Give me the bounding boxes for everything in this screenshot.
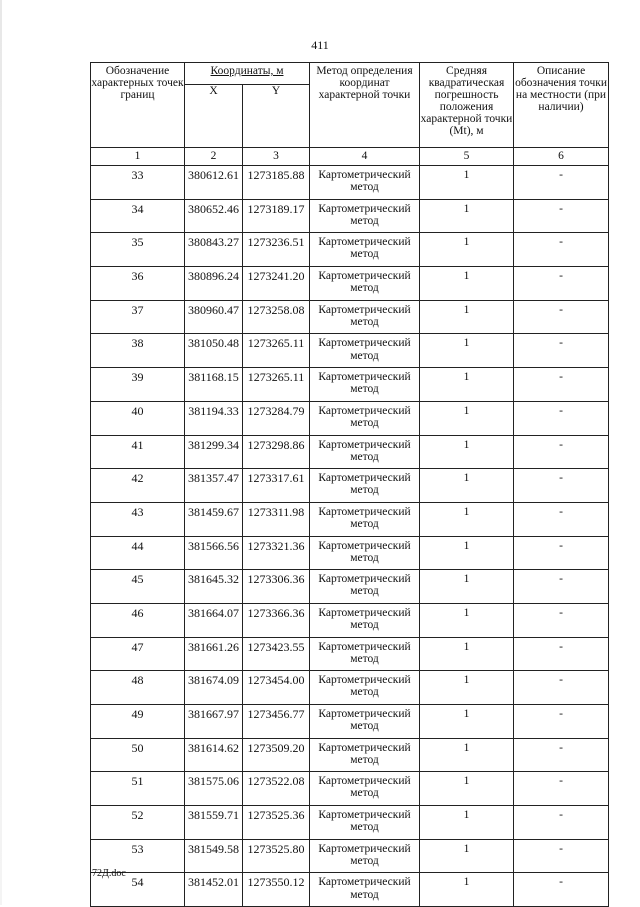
description: - bbox=[514, 401, 609, 435]
coord-y: 1273284.79 bbox=[243, 401, 310, 435]
header-coordinates-label: Координаты, м bbox=[210, 65, 284, 77]
method: Картометрический метод bbox=[310, 738, 420, 772]
table-row bbox=[91, 435, 609, 469]
table-row bbox=[91, 603, 609, 637]
header-designation: Обозначение характерных точек границ bbox=[91, 63, 185, 148]
header-x: X bbox=[185, 85, 243, 148]
error-value: 1 bbox=[420, 738, 514, 772]
error-value: 1 bbox=[420, 401, 514, 435]
coord-x: 380843.27 bbox=[185, 233, 243, 267]
coord-x: 380612.61 bbox=[185, 166, 243, 200]
table-row bbox=[91, 334, 609, 368]
point-number: 54 bbox=[91, 873, 185, 907]
description: - bbox=[514, 570, 609, 604]
coord-y: 1273423.55 bbox=[243, 637, 310, 671]
method: Картометрический метод bbox=[310, 603, 420, 637]
point-number: 47 bbox=[91, 637, 185, 671]
method: Картометрический метод bbox=[310, 705, 420, 739]
method: Картометрический метод bbox=[310, 570, 420, 604]
error-value: 1 bbox=[420, 873, 514, 907]
coord-y: 1273321.36 bbox=[243, 536, 310, 570]
coord-y: 1273185.88 bbox=[243, 166, 310, 200]
point-number: 46 bbox=[91, 603, 185, 637]
method: Картометрический метод bbox=[310, 435, 420, 469]
table-row bbox=[91, 637, 609, 671]
table-row bbox=[91, 772, 609, 806]
description: - bbox=[514, 435, 609, 469]
description: - bbox=[514, 839, 609, 873]
coord-x: 381566.56 bbox=[185, 536, 243, 570]
error-value: 1 bbox=[420, 772, 514, 806]
method: Картометрический метод bbox=[310, 502, 420, 536]
table-row bbox=[91, 570, 609, 604]
point-number: 40 bbox=[91, 401, 185, 435]
column-number: 1 bbox=[91, 148, 185, 166]
coord-x: 381357.47 bbox=[185, 469, 243, 503]
coord-y: 1273258.08 bbox=[243, 300, 310, 334]
footer-filename: 72Д.doc bbox=[92, 868, 126, 879]
coord-x: 381549.58 bbox=[185, 839, 243, 873]
coordinates-table bbox=[90, 62, 609, 907]
table-row bbox=[91, 536, 609, 570]
coord-y: 1273306.36 bbox=[243, 570, 310, 604]
description: - bbox=[514, 873, 609, 907]
coord-y: 1273550.12 bbox=[243, 873, 310, 907]
point-number: 38 bbox=[91, 334, 185, 368]
header-description: Описание обозначения точки на местности (при наличии) bbox=[514, 63, 609, 148]
table-row bbox=[91, 401, 609, 435]
error-value: 1 bbox=[420, 603, 514, 637]
method: Картометрический метод bbox=[310, 233, 420, 267]
method: Картометрический метод bbox=[310, 334, 420, 368]
coord-x: 381575.06 bbox=[185, 772, 243, 806]
table-row bbox=[91, 166, 609, 200]
table-row bbox=[91, 671, 609, 705]
description: - bbox=[514, 334, 609, 368]
method: Картометрический метод bbox=[310, 671, 420, 705]
table-row bbox=[91, 199, 609, 233]
error-value: 1 bbox=[420, 435, 514, 469]
coord-x: 380896.24 bbox=[185, 267, 243, 301]
coord-y: 1273241.20 bbox=[243, 267, 310, 301]
table-row bbox=[91, 502, 609, 536]
coord-x: 381459.67 bbox=[185, 502, 243, 536]
error-value: 1 bbox=[420, 469, 514, 503]
table-row bbox=[91, 873, 609, 907]
coord-x: 380960.47 bbox=[185, 300, 243, 334]
description: - bbox=[514, 806, 609, 840]
description: - bbox=[514, 705, 609, 739]
error-value: 1 bbox=[420, 300, 514, 334]
point-number: 42 bbox=[91, 469, 185, 503]
point-number: 36 bbox=[91, 267, 185, 301]
description: - bbox=[514, 267, 609, 301]
coord-x: 381050.48 bbox=[185, 334, 243, 368]
point-number: 48 bbox=[91, 671, 185, 705]
coord-y: 1273265.11 bbox=[243, 368, 310, 402]
column-number: 5 bbox=[420, 148, 514, 166]
header-y: Y bbox=[243, 85, 310, 148]
point-number: 39 bbox=[91, 368, 185, 402]
table-row bbox=[91, 738, 609, 772]
method: Картометрический метод bbox=[310, 806, 420, 840]
coord-y: 1273189.17 bbox=[243, 199, 310, 233]
method: Картометрический метод bbox=[310, 300, 420, 334]
point-number: 52 bbox=[91, 806, 185, 840]
table-row bbox=[91, 705, 609, 739]
point-number: 33 bbox=[91, 166, 185, 200]
description: - bbox=[514, 166, 609, 200]
method: Картометрический метод bbox=[310, 469, 420, 503]
point-number: 41 bbox=[91, 435, 185, 469]
method: Картометрический метод bbox=[310, 873, 420, 907]
header-method: Метод определения координат характерной точки bbox=[310, 63, 420, 148]
table-row bbox=[91, 839, 609, 873]
table-row bbox=[91, 368, 609, 402]
error-value: 1 bbox=[420, 502, 514, 536]
header-error: Средняя квадратическая погрешность положения характерной точки (Mt), м bbox=[420, 63, 514, 148]
coord-x: 381299.34 bbox=[185, 435, 243, 469]
coord-x: 381194.33 bbox=[185, 401, 243, 435]
description: - bbox=[514, 502, 609, 536]
coord-y: 1273317.61 bbox=[243, 469, 310, 503]
table-row bbox=[91, 806, 609, 840]
method: Картометрический метод bbox=[310, 536, 420, 570]
point-number: 35 bbox=[91, 233, 185, 267]
coord-x: 381559.71 bbox=[185, 806, 243, 840]
description: - bbox=[514, 671, 609, 705]
coord-x: 381661.26 bbox=[185, 637, 243, 671]
coord-x: 381674.09 bbox=[185, 671, 243, 705]
method: Картометрический метод bbox=[310, 368, 420, 402]
table-row bbox=[91, 300, 609, 334]
method: Картометрический метод bbox=[310, 199, 420, 233]
coord-y: 1273522.08 bbox=[243, 772, 310, 806]
coord-x: 381168.15 bbox=[185, 368, 243, 402]
coord-y: 1273298.86 bbox=[243, 435, 310, 469]
error-value: 1 bbox=[420, 806, 514, 840]
point-number: 45 bbox=[91, 570, 185, 604]
scan-edge bbox=[0, 0, 2, 905]
error-value: 1 bbox=[420, 368, 514, 402]
coord-y: 1273265.11 bbox=[243, 334, 310, 368]
coord-y: 1273509.20 bbox=[243, 738, 310, 772]
point-number: 53 bbox=[91, 839, 185, 873]
table-row bbox=[91, 267, 609, 301]
error-value: 1 bbox=[420, 267, 514, 301]
error-value: 1 bbox=[420, 839, 514, 873]
point-number: 34 bbox=[91, 199, 185, 233]
description: - bbox=[514, 772, 609, 806]
error-value: 1 bbox=[420, 334, 514, 368]
header-coordinates bbox=[185, 63, 310, 85]
coord-y: 1273366.36 bbox=[243, 603, 310, 637]
description: - bbox=[514, 637, 609, 671]
description: - bbox=[514, 738, 609, 772]
method: Картометрический метод bbox=[310, 401, 420, 435]
error-value: 1 bbox=[420, 199, 514, 233]
error-value: 1 bbox=[420, 166, 514, 200]
method: Картометрический метод bbox=[310, 772, 420, 806]
method: Картометрический метод bbox=[310, 267, 420, 301]
table-row bbox=[91, 469, 609, 503]
error-value: 1 bbox=[420, 705, 514, 739]
description: - bbox=[514, 368, 609, 402]
method: Картометрический метод bbox=[310, 839, 420, 873]
point-number: 37 bbox=[91, 300, 185, 334]
error-value: 1 bbox=[420, 233, 514, 267]
coord-x: 381452.01 bbox=[185, 873, 243, 907]
coord-y: 1273311.98 bbox=[243, 502, 310, 536]
point-number: 49 bbox=[91, 705, 185, 739]
column-number: 3 bbox=[243, 148, 310, 166]
description: - bbox=[514, 300, 609, 334]
method: Картометрический метод bbox=[310, 637, 420, 671]
error-value: 1 bbox=[420, 536, 514, 570]
coord-y: 1273525.80 bbox=[243, 839, 310, 873]
description: - bbox=[514, 536, 609, 570]
column-number: 4 bbox=[310, 148, 420, 166]
table-row bbox=[91, 233, 609, 267]
table-body bbox=[91, 166, 609, 907]
point-number: 43 bbox=[91, 502, 185, 536]
coord-y: 1273236.51 bbox=[243, 233, 310, 267]
method: Картометрический метод bbox=[310, 166, 420, 200]
point-number: 50 bbox=[91, 738, 185, 772]
point-number: 51 bbox=[91, 772, 185, 806]
column-number: 2 bbox=[185, 148, 243, 166]
coord-y: 1273454.00 bbox=[243, 671, 310, 705]
coord-y: 1273525.36 bbox=[243, 806, 310, 840]
coord-x: 381614.62 bbox=[185, 738, 243, 772]
description: - bbox=[514, 469, 609, 503]
coord-x: 381664.07 bbox=[185, 603, 243, 637]
description: - bbox=[514, 233, 609, 267]
coord-y: 1273456.77 bbox=[243, 705, 310, 739]
description: - bbox=[514, 199, 609, 233]
coord-x: 380652.46 bbox=[185, 199, 243, 233]
point-number: 44 bbox=[91, 536, 185, 570]
error-value: 1 bbox=[420, 637, 514, 671]
coord-x: 381667.97 bbox=[185, 705, 243, 739]
page-number: 411 bbox=[311, 38, 329, 52]
coord-x: 381645.32 bbox=[185, 570, 243, 604]
description: - bbox=[514, 603, 609, 637]
column-number: 6 bbox=[514, 148, 609, 166]
error-value: 1 bbox=[420, 570, 514, 604]
error-value: 1 bbox=[420, 671, 514, 705]
